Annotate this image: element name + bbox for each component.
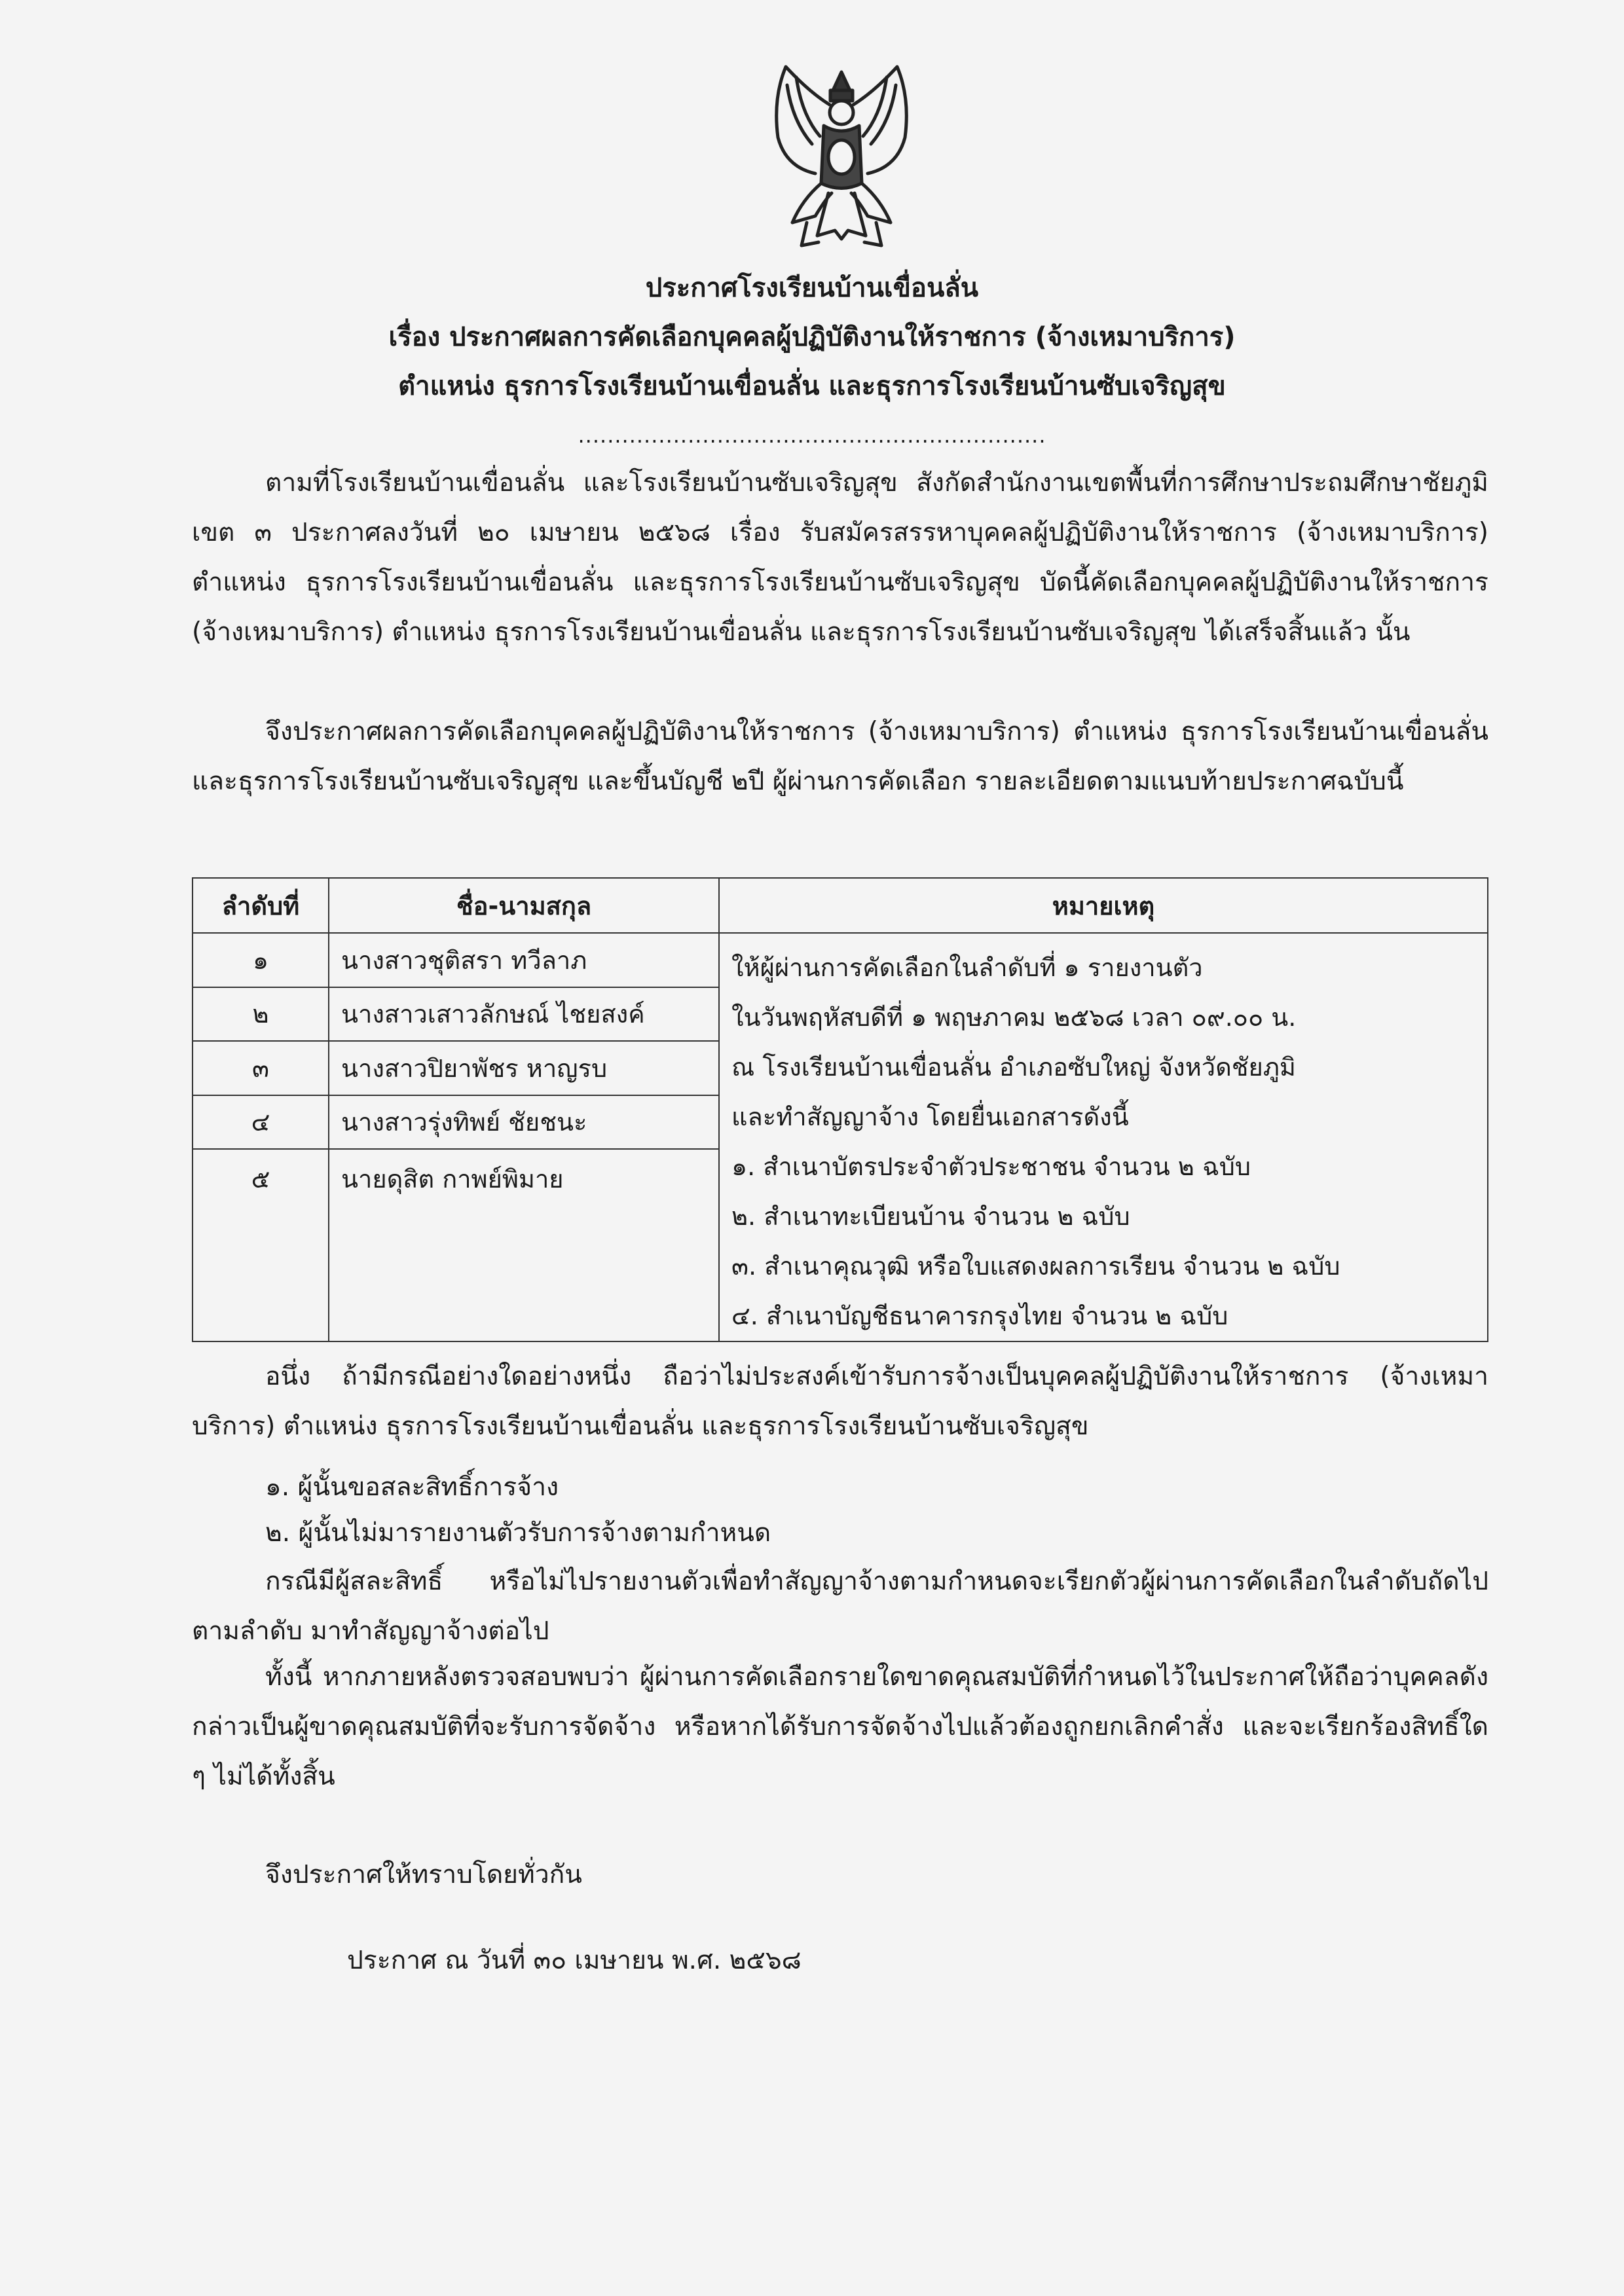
paragraph-disclaimer bbox=[192, 1652, 1488, 1802]
announcement-subject: เรื่อง ประกาศผลการคัดเลือกบุคคลผู้ปฏิบัติงานให้ราชการ (จ้างเหมาบริการ) bbox=[388, 322, 1236, 352]
paragraph-notice bbox=[192, 1352, 1488, 1451]
header-remark: หมายเหตุ bbox=[719, 878, 1488, 933]
row-sequence: ๒ bbox=[193, 987, 329, 1042]
announcement-date: ประกาศ ณ วันที่ ๓๐ เมษายน พ.ศ. ๒๕๖๘ bbox=[347, 1946, 802, 1975]
row-sequence: ๕ bbox=[193, 1149, 329, 1341]
results-table bbox=[192, 877, 1488, 1342]
remark-line: ในวันพฤหัสบดีที่ ๑ พฤษภาคม ๒๕๖๘ เวลา ๐๙.๐๐ น. bbox=[731, 1003, 1297, 1032]
remark-line: ๑. สำเนาบัตรประจำตัวประชาชน จำนวน ๒ ฉบับ bbox=[731, 1152, 1251, 1181]
header-separator: ................................................................ bbox=[578, 423, 1046, 448]
paragraph-result-text: จึงประกาศผลการคัดเลือกบุคคลผู้ปฏิบัติงานให้ราชการ (จ้างเหมาบริการ) ตำแหน่ง ธุรการโรงเรียนบ้านเขื่อนลั่น และธุรการโรงเรียนบ้านซับเจริญสุข และขึ้นบัญชี ๒ปี ผู้ผ่านการคัดเลือก รายละเอียดตามแนบท้ายประกาศฉบับนี้ bbox=[192, 717, 1488, 796]
paragraph-intro-text: ตามที่โรงเรียนบ้านเขื่อนลั่น และโรงเรียนบ้านซับเจริญสุข สังกัดสำนักงานเขตพื้นที่การศึกษาประถมศึกษาชัยภูมิ เขต ๓ ประกาศลงวันที่ ๒๐ เมษายน ๒๕๖๘ เรื่อง รับสมัครสรรหาบุคคลผู้ปฏิบัติงานให้ราชการ (จ้างเหมาบริการ) ตำแหน่ง ธุรการโรงเรียนบ้านเขื่อนลั่น และธุรการโรงเรียนบ้านซับเจริญสุข บัดนี้คัดเลือกบุคคลผู้ปฏิบัติงานให้ราชการ (จ้างเหมาบริการ) ตำแหน่ง ธุรการโรงเรียนบ้านเขื่อนลั่น และธุรการโรงเรียนบ้านซับเจริญสุข ได้เสร็จสิ้นแล้ว นั้น bbox=[192, 468, 1488, 647]
row-name: นางสาวเสาวลักษณ์ ไชยสงค์ bbox=[329, 987, 719, 1042]
paragraph-substitute-text: กรณีมีผู้สละสิทธิ์ หรือไม่ไปรายงานตัวเพื่อทำสัญญาจ้างตามกำหนดจะเรียกตัวผู้ผ่านการคัดเลือกในลำดับถัดไปตามลำดับ มาทำสัญญาจ้างต่อไป bbox=[192, 1567, 1488, 1646]
garuda-emblem-icon bbox=[747, 59, 936, 255]
row-name: นางสาวรุ่งทิพย์ ชัยชนะ bbox=[329, 1095, 719, 1150]
row-sequence: ๑ bbox=[193, 933, 329, 987]
announcement-position: ตำแหน่ง ธุรการโรงเรียนบ้านเขื่อนลั่น และธุรการโรงเรียนบ้านซับเจริญสุข bbox=[398, 371, 1226, 401]
paragraph-disclaimer-text: ทั้งนี้ หากภายหลังตรวจสอบพบว่า ผู้ผ่านการคัดเลือกรายใดขาดคุณสมบัติที่กำหนดไว้ในประกาศให้ถือว่าบุคคลดังกล่าวเป็นผู้ขาดคุณสมบัติที่จะรับการจัดจ้าง หรือหากได้รับการจัดจ้างไปแล้วต้องถูกยกเลิกคำสั่ง และจะเรียกร้องสิทธิ์ใด ๆ ไม่ได้ทั้งสิ้น bbox=[192, 1662, 1488, 1791]
table-header-row bbox=[193, 878, 1488, 933]
row-name: นางสาวชุติสรา ทวีลาภ bbox=[329, 933, 719, 987]
row-sequence: ๔ bbox=[193, 1095, 329, 1150]
remark-line: ๒. สำเนาทะเบียนบ้าน จำนวน ๒ ฉบับ bbox=[731, 1202, 1130, 1231]
header-sequence: ลำดับที่ bbox=[193, 878, 329, 933]
condition-item-2: ๒. ผู้นั้นไม่มารายงานตัวรับการจ้างตามกำหนด bbox=[265, 1518, 771, 1548]
condition-item-1: ๑. ผู้นั้นขอสละสิทธิ์การจ้าง bbox=[265, 1472, 559, 1502]
announcement-title: ประกาศโรงเรียนบ้านเขื่อนลั่น bbox=[645, 273, 979, 303]
paragraph-substitute bbox=[192, 1557, 1488, 1656]
paragraph-intro bbox=[192, 458, 1488, 657]
row-name: นายดุสิต กาพย์พิมาย bbox=[329, 1149, 719, 1341]
paragraph-result bbox=[192, 707, 1488, 807]
remark-line: ให้ผู้ผ่านการคัดเลือกในลำดับที่ ๑ รายงานตัว bbox=[731, 953, 1203, 982]
remark-line: ๓. สำเนาคุณวุฒิ หรือใบแสดงผลการเรียน จำนวน ๒ ฉบับ bbox=[731, 1252, 1340, 1281]
remark-line: ณ โรงเรียนบ้านเขื่อนลั่น อำเภอซับใหญ่ จังหวัดชัยภูมิ bbox=[731, 1053, 1296, 1082]
table-row bbox=[193, 933, 1488, 987]
remark-cell bbox=[719, 933, 1488, 1341]
row-name: นางสาวปิยาพัชร หาญรบ bbox=[329, 1041, 719, 1095]
remark-line: และทำสัญญาจ้าง โดยยื่นเอกสารดังนี้ bbox=[731, 1102, 1129, 1131]
row-sequence: ๓ bbox=[193, 1041, 329, 1095]
remark-line: ๔. สำเนาบัญชีธนาคารกรุงไทย จำนวน ๒ ฉบับ bbox=[731, 1302, 1228, 1330]
header-name: ชื่อ-นามสกุล bbox=[329, 878, 719, 933]
paragraph-notice-text: อนึ่ง ถ้ามีกรณีอย่างใดอย่างหนึ่ง ถือว่าไม่ประสงค์เข้ารับการจ้างเป็นบุคคลผู้ปฏิบัติงานให้ราชการ (จ้างเหมาบริการ) ตำแหน่ง ธุรการโรงเรียนบ้านเขื่อนลั่น และธุรการโรงเรียนบ้านซับเจริญสุข bbox=[192, 1362, 1488, 1441]
closing-statement: จึงประกาศให้ทราบโดยทั่วกัน bbox=[265, 1860, 582, 1889]
